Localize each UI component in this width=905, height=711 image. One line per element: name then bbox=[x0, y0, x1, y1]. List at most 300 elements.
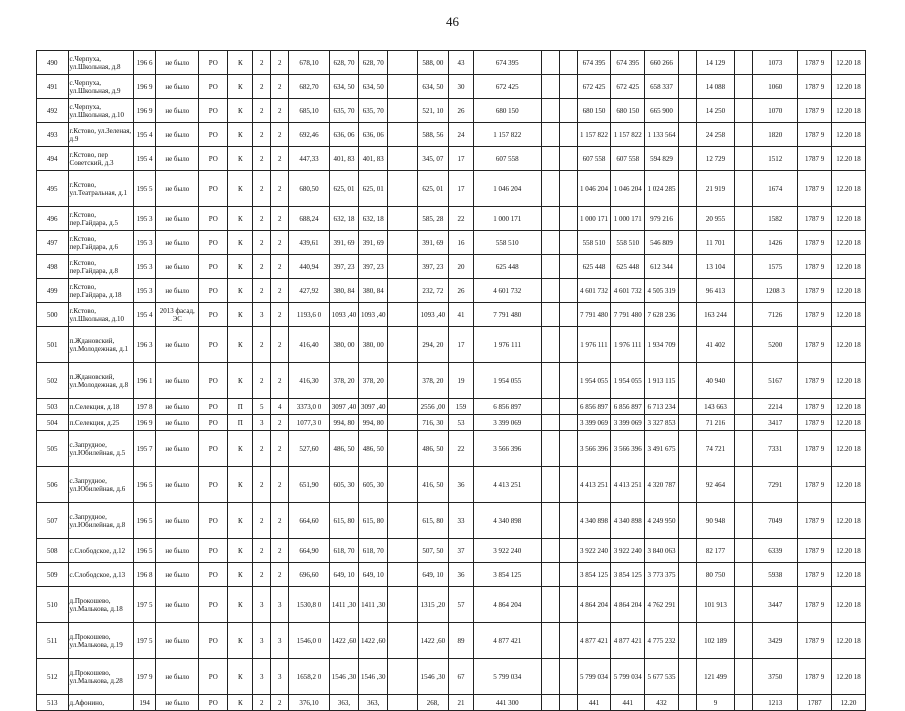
cell-v3: 4 775 232 bbox=[645, 623, 679, 659]
cell-b2 bbox=[559, 123, 577, 147]
cell-c1: 3417 bbox=[753, 415, 798, 431]
cell-d: 71 216 bbox=[696, 415, 734, 431]
cell-num: 495 bbox=[37, 171, 69, 207]
cell-stat: не было bbox=[156, 51, 199, 75]
cell-a5: 588, 56 bbox=[417, 123, 449, 147]
cell-a1: 651,90 bbox=[289, 467, 330, 503]
cell-year: 196 5 bbox=[133, 503, 156, 539]
cell-a2: 625, 01 bbox=[329, 171, 358, 207]
cell-v2: 6 856 897 bbox=[611, 399, 645, 415]
table-row bbox=[37, 503, 866, 539]
cell-k: К bbox=[228, 231, 253, 255]
cell-c1: 1575 bbox=[753, 255, 798, 279]
cell-b3 bbox=[678, 587, 696, 623]
cell-d: 20 955 bbox=[696, 207, 734, 231]
cell-stat: не было bbox=[156, 147, 199, 171]
cell-b1 bbox=[541, 99, 559, 123]
cell-a1: 692,46 bbox=[289, 123, 330, 147]
cell-b4 bbox=[735, 231, 753, 255]
cell-v1: 672 425 bbox=[577, 75, 611, 99]
cell-a4 bbox=[388, 75, 417, 99]
cell-b1 bbox=[541, 255, 559, 279]
cell-year: 197 8 bbox=[133, 399, 156, 415]
cell-year: 197 9 bbox=[133, 659, 156, 695]
table-row bbox=[37, 51, 866, 75]
cell-addr: г.Кстово, ул.Школьная, д.10 bbox=[68, 303, 133, 327]
cell-v2: 3 399 069 bbox=[611, 415, 645, 431]
cell-b2 bbox=[559, 279, 577, 303]
cell-year: 196 8 bbox=[133, 563, 156, 587]
cell-a2: 636, 06 bbox=[329, 123, 358, 147]
cell-c3: 12.20 18 bbox=[832, 327, 866, 363]
cell-a3: 486, 50 bbox=[359, 431, 388, 467]
cell-v1: 441 bbox=[577, 695, 611, 711]
cell-c3: 12.20 18 bbox=[832, 255, 866, 279]
cell-a3: 1411 ,30 bbox=[359, 587, 388, 623]
cell-v1: 674 395 bbox=[577, 51, 611, 75]
cell-k: К bbox=[228, 75, 253, 99]
cell-k: К bbox=[228, 207, 253, 231]
cell-a3: 1422 ,60 bbox=[359, 623, 388, 659]
cell-stat: не было bbox=[156, 587, 199, 623]
cell-c2: 1787 9 bbox=[798, 503, 832, 539]
cell-n: 22 bbox=[449, 207, 474, 231]
cell-a5: 521, 10 bbox=[417, 99, 449, 123]
cell-ro: РО bbox=[199, 399, 228, 415]
cell-a1: 696,60 bbox=[289, 563, 330, 587]
cell-addr: с.Черпуха, ул.Школьная, д.9 bbox=[68, 75, 133, 99]
cell-year: 196 6 bbox=[133, 51, 156, 75]
cell-b1 bbox=[541, 415, 559, 431]
cell-n: 17 bbox=[449, 327, 474, 363]
cell-ro: РО bbox=[199, 303, 228, 327]
cell-b4 bbox=[735, 415, 753, 431]
cell-a2: 1093 ,40 bbox=[329, 303, 358, 327]
cell-v1: 3 854 125 bbox=[577, 563, 611, 587]
cell-a4 bbox=[388, 467, 417, 503]
cell-a3: 363, bbox=[359, 695, 388, 711]
cell-addr: д.Прокошево, ул.Малькова, д.18 bbox=[68, 587, 133, 623]
cell-a4 bbox=[388, 231, 417, 255]
cell-c1: 1426 bbox=[753, 231, 798, 255]
cell-b4 bbox=[735, 123, 753, 147]
cell-v1: 1 954 055 bbox=[577, 363, 611, 399]
cell-a5: 391, 69 bbox=[417, 231, 449, 255]
cell-f: 2 bbox=[253, 431, 271, 467]
cell-s1: 3 566 396 bbox=[473, 431, 541, 467]
cell-v1: 607 558 bbox=[577, 147, 611, 171]
cell-d: 163 244 bbox=[696, 303, 734, 327]
cell-b1 bbox=[541, 431, 559, 467]
cell-a1: 688,24 bbox=[289, 207, 330, 231]
cell-b1 bbox=[541, 363, 559, 399]
cell-v3: 4 505 319 bbox=[645, 279, 679, 303]
cell-v2: 4 413 251 bbox=[611, 467, 645, 503]
cell-c2: 1787 9 bbox=[798, 255, 832, 279]
cell-num: 498 bbox=[37, 255, 69, 279]
cell-v2: 1 976 111 bbox=[611, 327, 645, 363]
cell-k: К bbox=[228, 303, 253, 327]
cell-d: 21 919 bbox=[696, 171, 734, 207]
cell-a3: 628, 70 bbox=[359, 51, 388, 75]
cell-year: 196 3 bbox=[133, 327, 156, 363]
table-row bbox=[37, 231, 866, 255]
cell-s1: 1 046 204 bbox=[473, 171, 541, 207]
cell-d: 101 913 bbox=[696, 587, 734, 623]
housing-register-table bbox=[36, 50, 866, 711]
cell-b3 bbox=[678, 467, 696, 503]
cell-b2 bbox=[559, 327, 577, 363]
cell-c3: 12.20 18 bbox=[832, 623, 866, 659]
cell-v1: 4 340 898 bbox=[577, 503, 611, 539]
cell-b3 bbox=[678, 431, 696, 467]
cell-f: 2 bbox=[253, 363, 271, 399]
cell-v3: 1 133 564 bbox=[645, 123, 679, 147]
cell-a3: 615, 80 bbox=[359, 503, 388, 539]
cell-b3 bbox=[678, 303, 696, 327]
cell-num: 502 bbox=[37, 363, 69, 399]
cell-n: 16 bbox=[449, 231, 474, 255]
cell-b1 bbox=[541, 399, 559, 415]
cell-e: 2 bbox=[271, 303, 289, 327]
cell-d: 90 948 bbox=[696, 503, 734, 539]
cell-b1 bbox=[541, 231, 559, 255]
cell-c3: 12.20 18 bbox=[832, 51, 866, 75]
cell-v3: 7 628 236 bbox=[645, 303, 679, 327]
cell-f: 2 bbox=[253, 255, 271, 279]
cell-year: 195 4 bbox=[133, 303, 156, 327]
cell-f: 3 bbox=[253, 623, 271, 659]
cell-k: К bbox=[228, 363, 253, 399]
cell-addr: п.Селекция, д.25 bbox=[68, 415, 133, 431]
cell-c3: 12.20 18 bbox=[832, 415, 866, 431]
cell-s1: 1 157 822 bbox=[473, 123, 541, 147]
cell-num: 504 bbox=[37, 415, 69, 431]
cell-v1: 1 000 171 bbox=[577, 207, 611, 231]
cell-a1: 685,10 bbox=[289, 99, 330, 123]
cell-f: 2 bbox=[253, 123, 271, 147]
cell-c3: 12.20 18 bbox=[832, 539, 866, 563]
cell-e: 2 bbox=[271, 363, 289, 399]
cell-v1: 7 791 480 bbox=[577, 303, 611, 327]
cell-f: 2 bbox=[253, 51, 271, 75]
cell-a5: 397, 23 bbox=[417, 255, 449, 279]
page-number: 46 bbox=[446, 14, 459, 29]
cell-b3 bbox=[678, 279, 696, 303]
cell-f: 2 bbox=[253, 231, 271, 255]
cell-f: 2 bbox=[253, 327, 271, 363]
cell-addr: д.Прокошево, ул.Малькова, д.19 bbox=[68, 623, 133, 659]
cell-b3 bbox=[678, 207, 696, 231]
cell-c3: 12.20 18 bbox=[832, 303, 866, 327]
cell-e: 2 bbox=[271, 431, 289, 467]
cell-s1: 441 300 bbox=[473, 695, 541, 711]
cell-addr: с.Черпуха, ул.Школьная, д.10 bbox=[68, 99, 133, 123]
cell-a4 bbox=[388, 415, 417, 431]
cell-a5: 507, 50 bbox=[417, 539, 449, 563]
cell-v2: 5 799 034 bbox=[611, 659, 645, 695]
cell-e: 2 bbox=[271, 563, 289, 587]
cell-b2 bbox=[559, 75, 577, 99]
cell-v2: 1 157 822 bbox=[611, 123, 645, 147]
table-row bbox=[37, 539, 866, 563]
cell-a2: 649, 10 bbox=[329, 563, 358, 587]
cell-b1 bbox=[541, 467, 559, 503]
cell-a5: 716, 30 bbox=[417, 415, 449, 431]
cell-b1 bbox=[541, 659, 559, 695]
cell-f: 3 bbox=[253, 659, 271, 695]
cell-v1: 1 157 822 bbox=[577, 123, 611, 147]
cell-num: 505 bbox=[37, 431, 69, 467]
cell-year: 195 3 bbox=[133, 279, 156, 303]
cell-year: 197 5 bbox=[133, 623, 156, 659]
cell-b3 bbox=[678, 147, 696, 171]
cell-c1: 1070 bbox=[753, 99, 798, 123]
cell-num: 512 bbox=[37, 659, 69, 695]
cell-year: 195 4 bbox=[133, 147, 156, 171]
cell-e: 2 bbox=[271, 147, 289, 171]
cell-n: 22 bbox=[449, 431, 474, 467]
cell-a4 bbox=[388, 51, 417, 75]
cell-d: 143 663 bbox=[696, 399, 734, 415]
cell-a2: 605, 30 bbox=[329, 467, 358, 503]
cell-b3 bbox=[678, 503, 696, 539]
cell-a2: 635, 70 bbox=[329, 99, 358, 123]
cell-b4 bbox=[735, 399, 753, 415]
cell-addr: п.Ждановский, ул.Молодежная, д.1 bbox=[68, 327, 133, 363]
cell-num: 490 bbox=[37, 51, 69, 75]
cell-stat: не было bbox=[156, 279, 199, 303]
cell-d: 92 464 bbox=[696, 467, 734, 503]
cell-ro: РО bbox=[199, 123, 228, 147]
cell-a1: 1530,8 0 bbox=[289, 587, 330, 623]
cell-ro: РО bbox=[199, 207, 228, 231]
cell-a3: 378, 20 bbox=[359, 363, 388, 399]
cell-e: 2 bbox=[271, 231, 289, 255]
cell-addr: г.Кстово, пер.Гайдара, д.8 bbox=[68, 255, 133, 279]
cell-addr: г.Кстово, пер.Гайдара, д.5 bbox=[68, 207, 133, 231]
cell-a2: 363, bbox=[329, 695, 358, 711]
cell-s1: 607 558 bbox=[473, 147, 541, 171]
cell-a3: 625, 01 bbox=[359, 171, 388, 207]
cell-b2 bbox=[559, 147, 577, 171]
cell-s1: 4 601 732 bbox=[473, 279, 541, 303]
cell-b1 bbox=[541, 123, 559, 147]
cell-d: 82 177 bbox=[696, 539, 734, 563]
table-row bbox=[37, 415, 866, 431]
cell-a2: 628, 70 bbox=[329, 51, 358, 75]
cell-n: 26 bbox=[449, 99, 474, 123]
cell-v3: 3 491 675 bbox=[645, 431, 679, 467]
table-row bbox=[37, 467, 866, 503]
cell-c3: 12.20 bbox=[832, 695, 866, 711]
cell-num: 508 bbox=[37, 539, 69, 563]
table-row bbox=[37, 327, 866, 363]
cell-b1 bbox=[541, 279, 559, 303]
cell-k: К bbox=[228, 467, 253, 503]
cell-b2 bbox=[559, 415, 577, 431]
cell-ro: РО bbox=[199, 587, 228, 623]
cell-d: 12 729 bbox=[696, 147, 734, 171]
cell-s1: 558 510 bbox=[473, 231, 541, 255]
cell-b3 bbox=[678, 415, 696, 431]
cell-b1 bbox=[541, 75, 559, 99]
cell-e: 2 bbox=[271, 467, 289, 503]
cell-c2: 1787 9 bbox=[798, 431, 832, 467]
cell-k: К bbox=[228, 123, 253, 147]
cell-b4 bbox=[735, 327, 753, 363]
cell-a2: 994, 80 bbox=[329, 415, 358, 431]
cell-v1: 4 864 204 bbox=[577, 587, 611, 623]
cell-c1: 5200 bbox=[753, 327, 798, 363]
cell-b4 bbox=[735, 563, 753, 587]
cell-s1: 3 922 240 bbox=[473, 539, 541, 563]
cell-year: 195 3 bbox=[133, 231, 156, 255]
cell-a3: 649, 10 bbox=[359, 563, 388, 587]
cell-addr: г.Кстово, ул.Театральная, д.1 bbox=[68, 171, 133, 207]
cell-a3: 380, 84 bbox=[359, 279, 388, 303]
cell-s1: 3 399 069 bbox=[473, 415, 541, 431]
cell-s1: 674 395 bbox=[473, 51, 541, 75]
cell-d: 80 750 bbox=[696, 563, 734, 587]
cell-v3: 1 934 709 bbox=[645, 327, 679, 363]
cell-v2: 4 340 898 bbox=[611, 503, 645, 539]
cell-k: К bbox=[228, 431, 253, 467]
cell-v2: 3 922 240 bbox=[611, 539, 645, 563]
cell-a5: 486, 50 bbox=[417, 431, 449, 467]
cell-c3: 12.20 18 bbox=[832, 279, 866, 303]
cell-ro: РО bbox=[199, 467, 228, 503]
cell-ro: РО bbox=[199, 539, 228, 563]
cell-b3 bbox=[678, 123, 696, 147]
cell-b4 bbox=[735, 147, 753, 171]
cell-b2 bbox=[559, 207, 577, 231]
cell-v2: 1 954 055 bbox=[611, 363, 645, 399]
cell-addr: д.Прокошево, ул.Малькова, д.28 bbox=[68, 659, 133, 695]
cell-c2: 1787 9 bbox=[798, 171, 832, 207]
cell-b2 bbox=[559, 659, 577, 695]
cell-c1: 3447 bbox=[753, 587, 798, 623]
cell-a3: 635, 70 bbox=[359, 99, 388, 123]
cell-b3 bbox=[678, 563, 696, 587]
register-body bbox=[37, 51, 866, 711]
cell-a3: 401, 83 bbox=[359, 147, 388, 171]
cell-year: 197 5 bbox=[133, 587, 156, 623]
cell-v1: 625 448 bbox=[577, 255, 611, 279]
cell-v3: 660 266 bbox=[645, 51, 679, 75]
cell-a1: 680,50 bbox=[289, 171, 330, 207]
cell-c3: 12.20 18 bbox=[832, 431, 866, 467]
cell-b2 bbox=[559, 51, 577, 75]
cell-s1: 672 425 bbox=[473, 75, 541, 99]
cell-s1: 680 150 bbox=[473, 99, 541, 123]
cell-v3: 594 829 bbox=[645, 147, 679, 171]
cell-v1: 558 510 bbox=[577, 231, 611, 255]
cell-b3 bbox=[678, 623, 696, 659]
cell-c2: 1787 9 bbox=[798, 207, 832, 231]
cell-num: 492 bbox=[37, 99, 69, 123]
cell-n: 57 bbox=[449, 587, 474, 623]
cell-k: К bbox=[228, 539, 253, 563]
cell-ro: РО bbox=[199, 503, 228, 539]
cell-s1: 4 413 251 bbox=[473, 467, 541, 503]
cell-b1 bbox=[541, 587, 559, 623]
cell-b4 bbox=[735, 171, 753, 207]
cell-e: 2 bbox=[271, 99, 289, 123]
cell-b4 bbox=[735, 255, 753, 279]
cell-c2: 1787 9 bbox=[798, 327, 832, 363]
cell-b4 bbox=[735, 623, 753, 659]
cell-e: 2 bbox=[271, 123, 289, 147]
cell-num: 510 bbox=[37, 587, 69, 623]
cell-a4 bbox=[388, 695, 417, 711]
cell-a3: 397, 23 bbox=[359, 255, 388, 279]
cell-b1 bbox=[541, 303, 559, 327]
cell-v3: 3 840 063 bbox=[645, 539, 679, 563]
cell-c1: 1073 bbox=[753, 51, 798, 75]
cell-a5: 1093 ,40 bbox=[417, 303, 449, 327]
cell-b3 bbox=[678, 75, 696, 99]
cell-c2: 1787 9 bbox=[798, 415, 832, 431]
cell-b3 bbox=[678, 659, 696, 695]
cell-e: 3 bbox=[271, 623, 289, 659]
cell-stat: не было bbox=[156, 327, 199, 363]
cell-c1: 1582 bbox=[753, 207, 798, 231]
cell-stat: не было bbox=[156, 539, 199, 563]
cell-a1: 664,60 bbox=[289, 503, 330, 539]
cell-a5: 1422 ,60 bbox=[417, 623, 449, 659]
cell-a4 bbox=[388, 659, 417, 695]
table-row bbox=[37, 363, 866, 399]
cell-a3: 1093 ,40 bbox=[359, 303, 388, 327]
cell-a5: 625, 01 bbox=[417, 171, 449, 207]
cell-c2: 1787 9 bbox=[798, 539, 832, 563]
cell-b2 bbox=[559, 623, 577, 659]
cell-stat: не было bbox=[156, 467, 199, 503]
cell-a2: 380, 84 bbox=[329, 279, 358, 303]
cell-c2: 1787 9 bbox=[798, 363, 832, 399]
cell-a4 bbox=[388, 255, 417, 279]
cell-a4 bbox=[388, 99, 417, 123]
cell-ro: РО bbox=[199, 695, 228, 711]
cell-v3: 546 809 bbox=[645, 231, 679, 255]
cell-a5: 649, 10 bbox=[417, 563, 449, 587]
cell-v2: 4 864 204 bbox=[611, 587, 645, 623]
cell-b2 bbox=[559, 99, 577, 123]
cell-a3: 618, 70 bbox=[359, 539, 388, 563]
cell-a4 bbox=[388, 147, 417, 171]
cell-d: 74 721 bbox=[696, 431, 734, 467]
cell-n: 21 bbox=[449, 695, 474, 711]
cell-a2: 1422 ,60 bbox=[329, 623, 358, 659]
cell-v1: 680 150 bbox=[577, 99, 611, 123]
cell-year: 196 9 bbox=[133, 415, 156, 431]
cell-a2: 391, 69 bbox=[329, 231, 358, 255]
cell-b1 bbox=[541, 51, 559, 75]
cell-d: 11 701 bbox=[696, 231, 734, 255]
cell-v3: 979 216 bbox=[645, 207, 679, 231]
cell-addr: с.Слободское, д.13 bbox=[68, 563, 133, 587]
cell-ro: РО bbox=[199, 279, 228, 303]
cell-v3: 4 320 787 bbox=[645, 467, 679, 503]
cell-c2: 1787 9 bbox=[798, 75, 832, 99]
cell-d: 24 258 bbox=[696, 123, 734, 147]
cell-stat: не было bbox=[156, 623, 199, 659]
cell-a1: 427,92 bbox=[289, 279, 330, 303]
cell-a4 bbox=[388, 303, 417, 327]
cell-stat: не было bbox=[156, 563, 199, 587]
cell-year: 196 5 bbox=[133, 467, 156, 503]
